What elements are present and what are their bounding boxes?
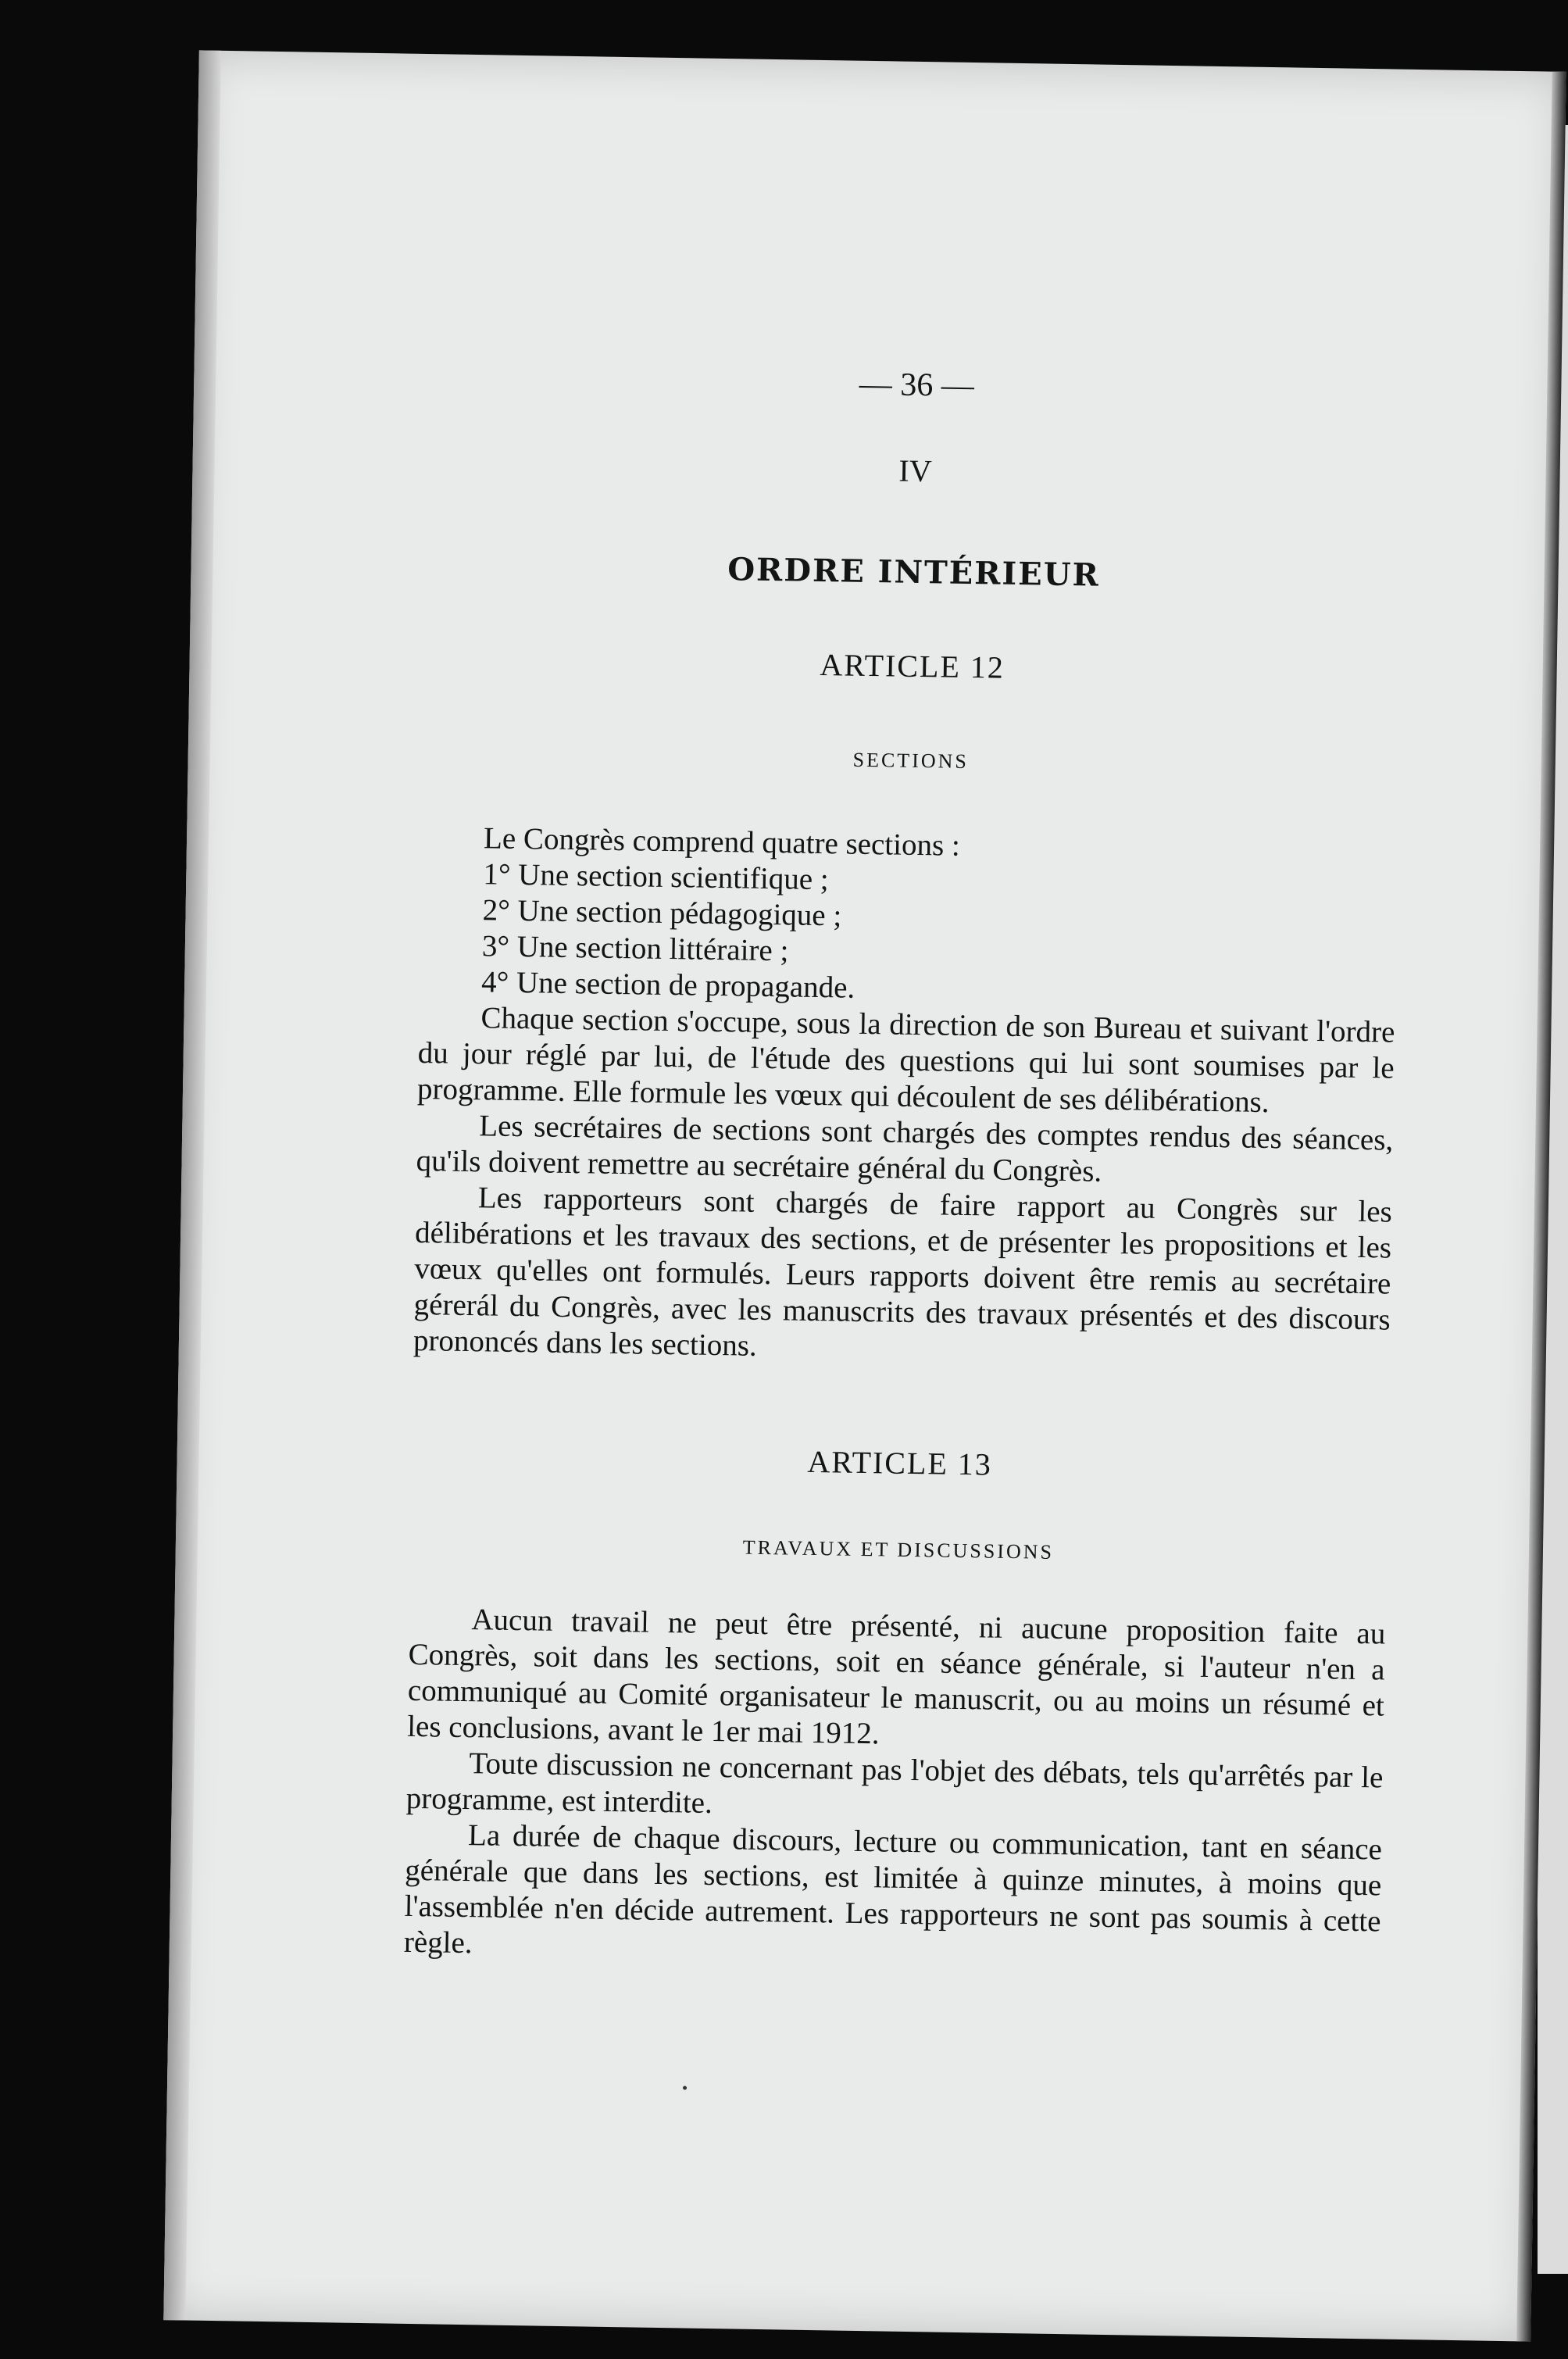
list-item: 4° Une section de propagande. — [480, 965, 855, 1005]
paragraph: Toute discussion ne concernant pas l'objet des débats, tels qu'arrêtés par le programme, est interdite. — [405, 1746, 1384, 1821]
paragraph: Chaque section s'occupe, sous la direction de son Bureau et suivant l'ordre du jour réglé par lui, de l'étude des questions qui lui sont soumises par le programme. Elle formule les vœux qui découlent de ses délibérations. — [416, 1001, 1395, 1120]
list-item: 3° Une section littéraire ; — [481, 929, 789, 968]
article-13-title: ARTICLE 13 — [807, 1443, 993, 1482]
ink-speck — [683, 2086, 687, 2089]
article-13-subtitle: TRAVAUX ET DISCUSSIONS — [742, 1535, 1055, 1564]
article-12-subtitle: SECTIONS — [852, 748, 970, 774]
paragraph: Aucun travail ne peut être présenté, ni aucune proposition faite au Congrès, soit dans les sections, soit en séance générale, si l'auteur n'en a communiqué au Comité organisateur le manuscrit, ou au moins un résumé et les conclusions, avant le 1er mai 1912. — [406, 1603, 1386, 1751]
sections-intro: Le Congrès comprend quatre sections : — [483, 821, 961, 863]
chapter-heading: ORDRE INTÉRIEUR — [727, 551, 1101, 594]
part-numeral: IV — [898, 452, 933, 489]
article-12-body — [413, 999, 1395, 1374]
list-item: 2° Une section pédagogique ; — [482, 893, 842, 933]
page-content — [403, 288, 1406, 1960]
page-number: — 36 — — [859, 366, 975, 405]
paragraph: Les secrétaires de sections sont chargés des comptes rendus des séances, qu'ils doivent remettre au secrétaire général du Congrès. — [416, 1109, 1394, 1188]
page-left-edge — [163, 50, 221, 2320]
paragraph: La durée de chaque discours, lecture ou communication, tant en séance générale que dans les sections, est limitée à quinze minutes, à moins que l'assemblée n'en décide autrement. Les rapporteurs ne sont pas soumis à cette règle. — [403, 1818, 1383, 1960]
sections-list — [481, 820, 1398, 1014]
list-item: 1° Une section scientifique ; — [483, 857, 830, 897]
article-12-title: ARTICLE 12 — [820, 647, 1005, 685]
paragraph: Les rapporteurs sont chargés de faire rapport au Congrès sur les délibérations et les travaux des sections, et de présenter les propositions et les vœux qu'elles ont formulés. Leurs rapports doivent être remis au secrétaire gérerál du Congrès, avec les manuscrits des travaux présentés et des discours prononcés dans les sections. — [413, 1181, 1393, 1363]
article-13-body — [404, 1601, 1386, 1976]
book-page — [163, 50, 1566, 2341]
